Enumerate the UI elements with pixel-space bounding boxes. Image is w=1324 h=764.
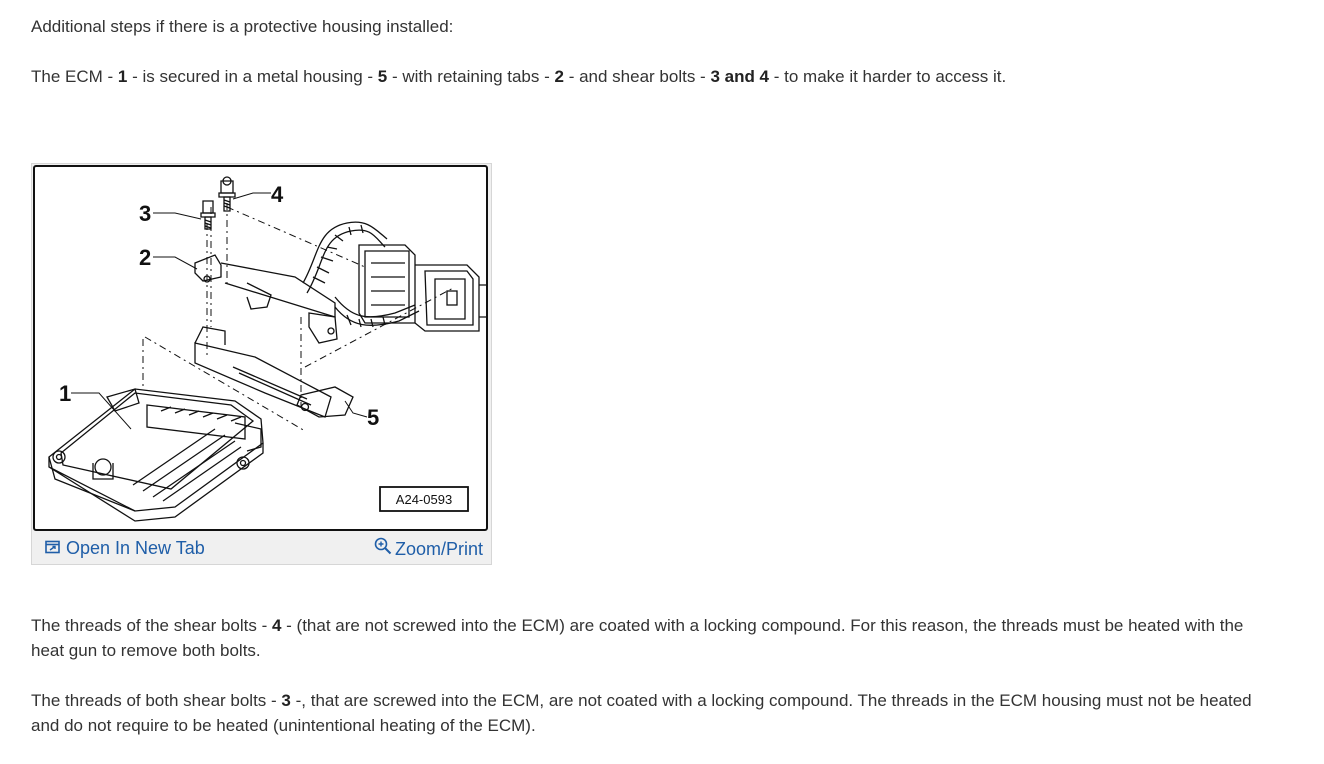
figure-footer	[32, 532, 491, 564]
text-run: The threads of the shear bolts -	[31, 616, 272, 635]
exploded-view-illustration	[35, 167, 486, 529]
text-run: - is secured in a metal housing -	[127, 67, 378, 86]
text-run: -, that are screwed into the ECM, are not coated with a locking compound. The threads in the ECM housing must not be heated and do not require to be heated (unintentional heating of the ECM).	[31, 691, 1252, 735]
text-run: The threads of both shear bolts -	[31, 691, 282, 710]
text-run: - (that are not screwed into the ECM) are coated with a locking compound. For this reason, the threads must be heated with the heat gun to remove both bolts.	[31, 616, 1244, 660]
callout-ref-bolt-3: 3	[281, 691, 291, 710]
open-new-tab-icon	[45, 537, 60, 559]
zoom-in-icon	[374, 537, 392, 560]
ecm-housing-diagram[interactable]	[33, 165, 488, 531]
callout-ref-housing: 5	[377, 67, 388, 86]
shear-bolts-3-paragraph	[31, 688, 1261, 738]
callout-2: 2	[139, 245, 152, 270]
shear-bolt-3-drawing	[201, 201, 215, 229]
intro-paragraph: Additional steps if there is a protective housing installed:	[31, 17, 454, 36]
callout-ref-ecm: 1	[117, 67, 128, 86]
figure-container	[31, 163, 492, 565]
callout-5: 5	[367, 405, 380, 430]
callout-ref-bolts: 3 and 4	[710, 67, 770, 86]
text-run: The ECM -	[31, 67, 118, 86]
callout-ref-tabs: 2	[554, 67, 564, 86]
text-run: - and shear bolts -	[563, 67, 711, 86]
text-run: - with retaining tabs -	[387, 67, 555, 86]
zoom-print-label: Zoom/Print	[394, 538, 483, 559]
callout-ref-bolt-4: 4	[271, 616, 282, 635]
callout-3: 3	[139, 201, 152, 226]
text-run: - to make it harder to access it.	[769, 67, 1007, 86]
shear-bolts-4-paragraph	[31, 613, 1261, 663]
callout-4: 4	[271, 182, 284, 207]
ecm-description-paragraph	[31, 64, 1261, 89]
open-in-new-tab-link[interactable]	[45, 537, 205, 559]
figure-id-label: A24-0593	[395, 492, 453, 507]
open-in-new-tab-label: Open In New Tab	[66, 538, 205, 558]
ecm-unit-drawing	[49, 389, 263, 521]
zoom-print-link[interactable]	[374, 537, 483, 560]
callout-1: 1	[59, 381, 72, 406]
wiring-harness-drawing	[303, 222, 486, 331]
